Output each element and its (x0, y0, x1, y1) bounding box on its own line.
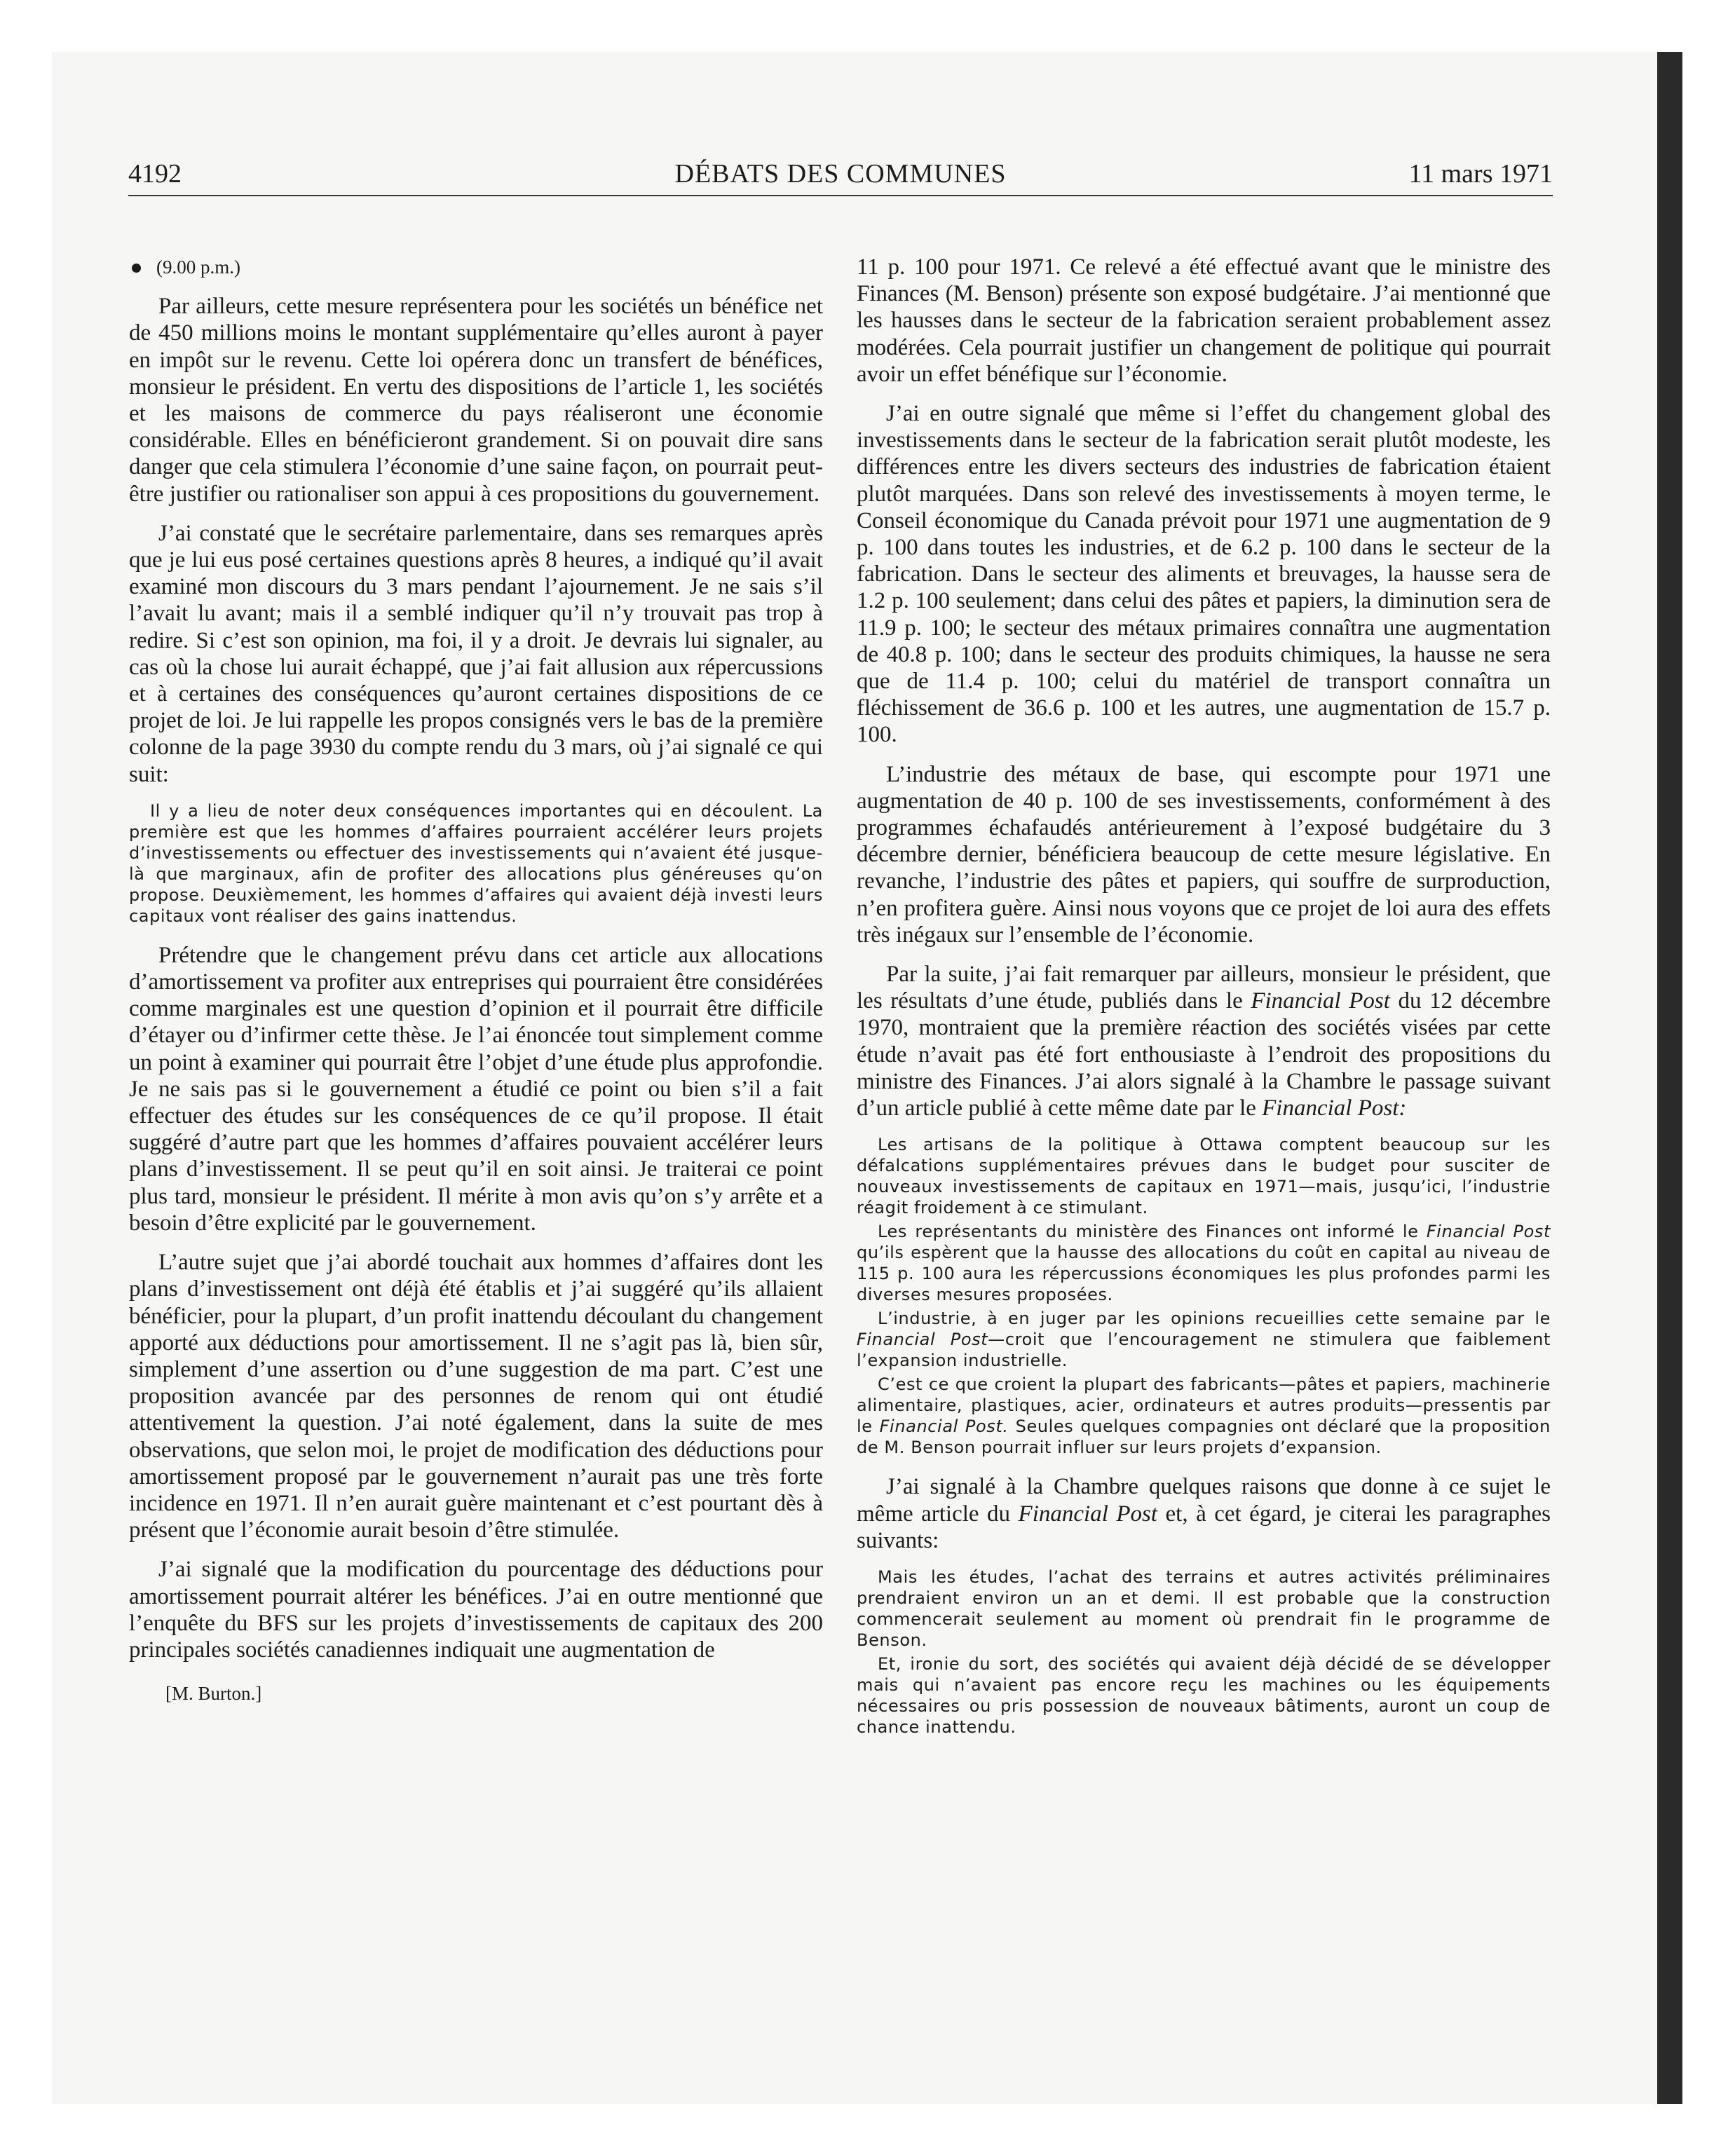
publication-name: Financial Post (1426, 1222, 1551, 1242)
publication-name: Financial Post (1018, 1501, 1158, 1527)
text-run: Par la suite, j’ai fait remarquer par ailleurs, monsieur le président, que les résultats d’une étude, publiés dans le (857, 962, 1551, 1014)
left-column (129, 254, 823, 1719)
publication-name: Financial Post: (1262, 1096, 1407, 1121)
text-run: Les représentants du ministère des Finances ont informé le (878, 1222, 1427, 1242)
paragraph: Prétendre que le changement prévu dans cet article aux allocations d’amortissement va profiter aux entreprises qui pourraient être considérées comme marginales est une question d’opinion et il pourrait être difficile d’étayer ou d’infirmer cette thèse. Je l’ai énoncée tout simplement comme un point à examiner qui pourrait être l’objet d’une étude plus approfondie. Je ne sais pas si le gouvernement a étudié ce point ou bien s’il a fait effectuer des études sur les conséquences de ce qu’il propose. Il était suggéré d’autre part que les hommes d’affaires pouvaient accélérer leurs plans d’investissement. Il se peut qu’il en soit ainsi. Je traiterai ce point plus tard, monsieur le président. Il mérite à mon avis qu’on s’y arrête et a besoin d’être explicité par le gouvernement. (129, 942, 823, 1236)
paragraph: J’ai constaté que le secrétaire parlementaire, dans ses remarques après que je lui eus posé certaines questions après 8 heures, a indiqué qu’il avait examiné mon discours du 3 mars pendant l’ajournement. Je ne sais s’il l’avait lu avant; mais il a semblé indiquer qu’il n’y trouvait pas trop à redire. Si c’est son opinion, ma foi, il y a droit. Je devrais lui signaler, au cas où la chose lui aurait échappé, que j’ai fait allusion aux répercussions et à certaines des conséquences qu’auront certaines dispositions de ce projet de loi. Je lui rappelle les propos consignés vers le bas de la première colonne de la page 3930 du compte rendu du 3 mars, où j’ai signalé ce qui suit: (129, 520, 823, 787)
paragraph: J’ai en outre signalé que même si l’effet du changement global des investissements dans le secteur de la fabrication serait plutôt modeste, les différences entre les divers secteurs des industries de fabrication étaient plutôt marquées. Dans son relevé des investissements à moyen terme, le Conseil économique du Canada prévoit pour 1971 une augmentation de 9 p. 100 dans toutes les industries, et de 6.2 p. 100 dans le secteur de la fabrication. Dans le secteur des aliments et breuvages, la hausse sera de 1.2 p. 100 seulement; dans celui des pâtes et papiers, la diminution sera de 11.9 p. 100; le secteur des métaux primaires connaîtra une augmentation de 40.8 p. 100; dans le secteur des produits chimiques, la hausse ne sera que de 11.4 p. 100; celui du matériel de transport connaîtra un fléchissement de 36.6 p. 100 et les autres, une augmentation de 15.7 p. 100. (857, 401, 1551, 748)
publication-name: Financial Post (1251, 988, 1390, 1014)
time-marker-line (129, 254, 823, 280)
block-quote: Mais les études, l’achat des terrains et autres activités préliminaires prendraient environ un an et demi. Il est probable que la construction commencerait seulement au moment où prendrait fin le programme de Benson. (857, 1567, 1551, 1650)
block-quote (857, 1308, 1551, 1371)
paragraph (857, 1473, 1551, 1554)
paragraph (857, 961, 1551, 1121)
block-quote (857, 1221, 1551, 1305)
text-run: J’ai signalé à la Chambre quelques raisons que donne à ce sujet le même article du (857, 1474, 1551, 1527)
text-run: du 12 décembre 1970, montraient que la première réaction des sociétés visées par cette étude n’avait pas été fort enthousiaste à l’endroit des propositions du ministre des Finances. J’ai alors signalé à la Chambre le passage suivant d’un article publié à cette même date par le (857, 988, 1551, 1121)
publication-title: DÉBATS DES COMMUNES (674, 159, 1007, 189)
block-quote (857, 1374, 1551, 1458)
block-quote: Il y a lieu de noter deux conséquences importantes qui en découlent. La première est que les hommes d’affaires pourraient accélérer leurs projets d’investissements ou effectuer des investissements qui n’avaient été jusque-là que marginaux, afin de profiter des allocations plus généreuses qu’on propose. Deuxièmement, les hommes d’affaires qui avaient déjà investi leurs capitaux vont réaliser des gains inattendus. (129, 800, 823, 926)
text-run: Seules quelques compagnies ont déclaré que la proposition de M. Benson pourrait influer sur leurs projets d’expansion. (857, 1417, 1551, 1458)
text-run: C’est ce que croient la plupart des fabricants—pâtes et papiers, machinerie alimentaire, plastiques, acier, ordinateurs et autres produits—pressentis par le (857, 1374, 1551, 1437)
page-header (128, 156, 1553, 196)
block-quote: Et, ironie du sort, des sociétés qui avaient déjà décidé de se développer mais qui n’avaient pas encore reçu les machines ou les équipements nécessaires ou pris possession de nouveaux bâtiments, auront un coup de chance inattendu. (857, 1653, 1551, 1737)
paragraph: 11 p. 100 pour 1971. Ce relevé a été effectué avant que le ministre des Finances (M. Benson) présente son exposé budgétaire. J’ai mentionné que les hausses dans le secteur de la fabrication seraient probablement assez modérées. Cela pourrait justifier un changement de politique qui pourrait avoir un effet bénéfique sur l’économie. (857, 254, 1551, 387)
speaker-attribution: [M. Burton.] (165, 1683, 262, 1705)
paragraph: L’industrie des métaux de base, qui escompte pour 1971 une augmentation de 40 p. 100 de ses investissements, conformément à des programmes échafaudés antérieurement à l’exposé budgétaire du 3 décembre dernier, bénéficiera beaucoup de cette mesure législative. En revanche, l’industrie des pâtes et papiers, qui souffre de surproduction, n’en profitera guère. Ainsi nous voyons que ce projet de loi aura des effets très inégaux sur l’ensemble de l’économie. (857, 761, 1551, 948)
block-quote: Les artisans de la politique à Ottawa comptent beaucoup sur les défalcations supplémentaires prévues dans le budget pour susciter de nouveaux investissements de capitaux en 1971—mais, jusqu’ici, l’industrie réagit froidement à ce stimulant. (857, 1135, 1551, 1218)
paragraph: L’autre sujet que j’ai abordé touchait aux hommes d’affaires dont les plans d’investissement ont déjà été établis et j’ai suggéré qu’ils allaient bénéficier, pour la plupart, d’un profit inattendu découlant du changement apporté aux déductions pour amortissement. Il ne s’agit pas là, bien sûr, simplement d’une assertion ou d’une suggestion de ma part. C’est une proposition avancée par des personnes de renom qui ont étudié attentivement la question. J’ai noté également, dans la suite de mes observations, que selon moi, le projet de modification des déductions pour amortissement proposé par le gouvernement n’aurait pas une très forte incidence en 1971. Il n’en aurait guère maintenant et c’est pourtant dès à présent que l’économie aurait besoin d’être stimulée. (129, 1250, 823, 1543)
bullet-icon (132, 264, 141, 273)
page-number: 4192 (128, 159, 182, 189)
publication-name: Financial Post. (879, 1417, 1009, 1437)
scan-edge (1657, 52, 1682, 2104)
text-run: qu’ils espèrent que la hausse des allocations du coût en capital au niveau de 115 p. 100 aura les répercussions économiques les plus profondes parmi les diverses mesures proposées. (857, 1243, 1551, 1305)
time-marker: (9.00 p.m.) (156, 257, 240, 278)
header-date: 11 mars 1971 (1408, 159, 1553, 189)
text-run: —croit que l’encouragement ne stimulera que faiblement l’expansion industrielle. (857, 1330, 1551, 1371)
text-run: L’industrie, à en juger par les opinions recueillies cette semaine par le (878, 1309, 1551, 1329)
publication-name: Financial Post (857, 1330, 988, 1350)
right-column (857, 254, 1551, 1753)
paragraph: J’ai signalé que la modification du pourcentage des déductions pour amortissement pourrait altérer les bénéfices. J’ai en outre mentionné que l’enquête du BFS sur les projets d’investissements de capitaux des 200 principales sociétés canadiennes indiquait une augmentation de (129, 1557, 823, 1663)
text-run: et, à cet égard, je citerai les paragraphes suivants: (857, 1501, 1551, 1553)
paragraph: Par ailleurs, cette mesure représentera pour les sociétés un bénéfice net de 450 millions moins le montant supplémentaire qu’elles auront à payer en impôt sur le revenu. Cette loi opérera donc un transfert de bénéfices, monsieur le président. En vertu des dispositions de l’article 1, les sociétés et les maisons de commerce du pays réaliseront une économie considérable. Elles en bénéficieront grandement. Si on pouvait dire sans danger que cela stimulera l’économie d’une saine façon, on pourrait peut-être justifier ou rationaliser son appui à ces propositions du gouvernement. (129, 294, 823, 507)
